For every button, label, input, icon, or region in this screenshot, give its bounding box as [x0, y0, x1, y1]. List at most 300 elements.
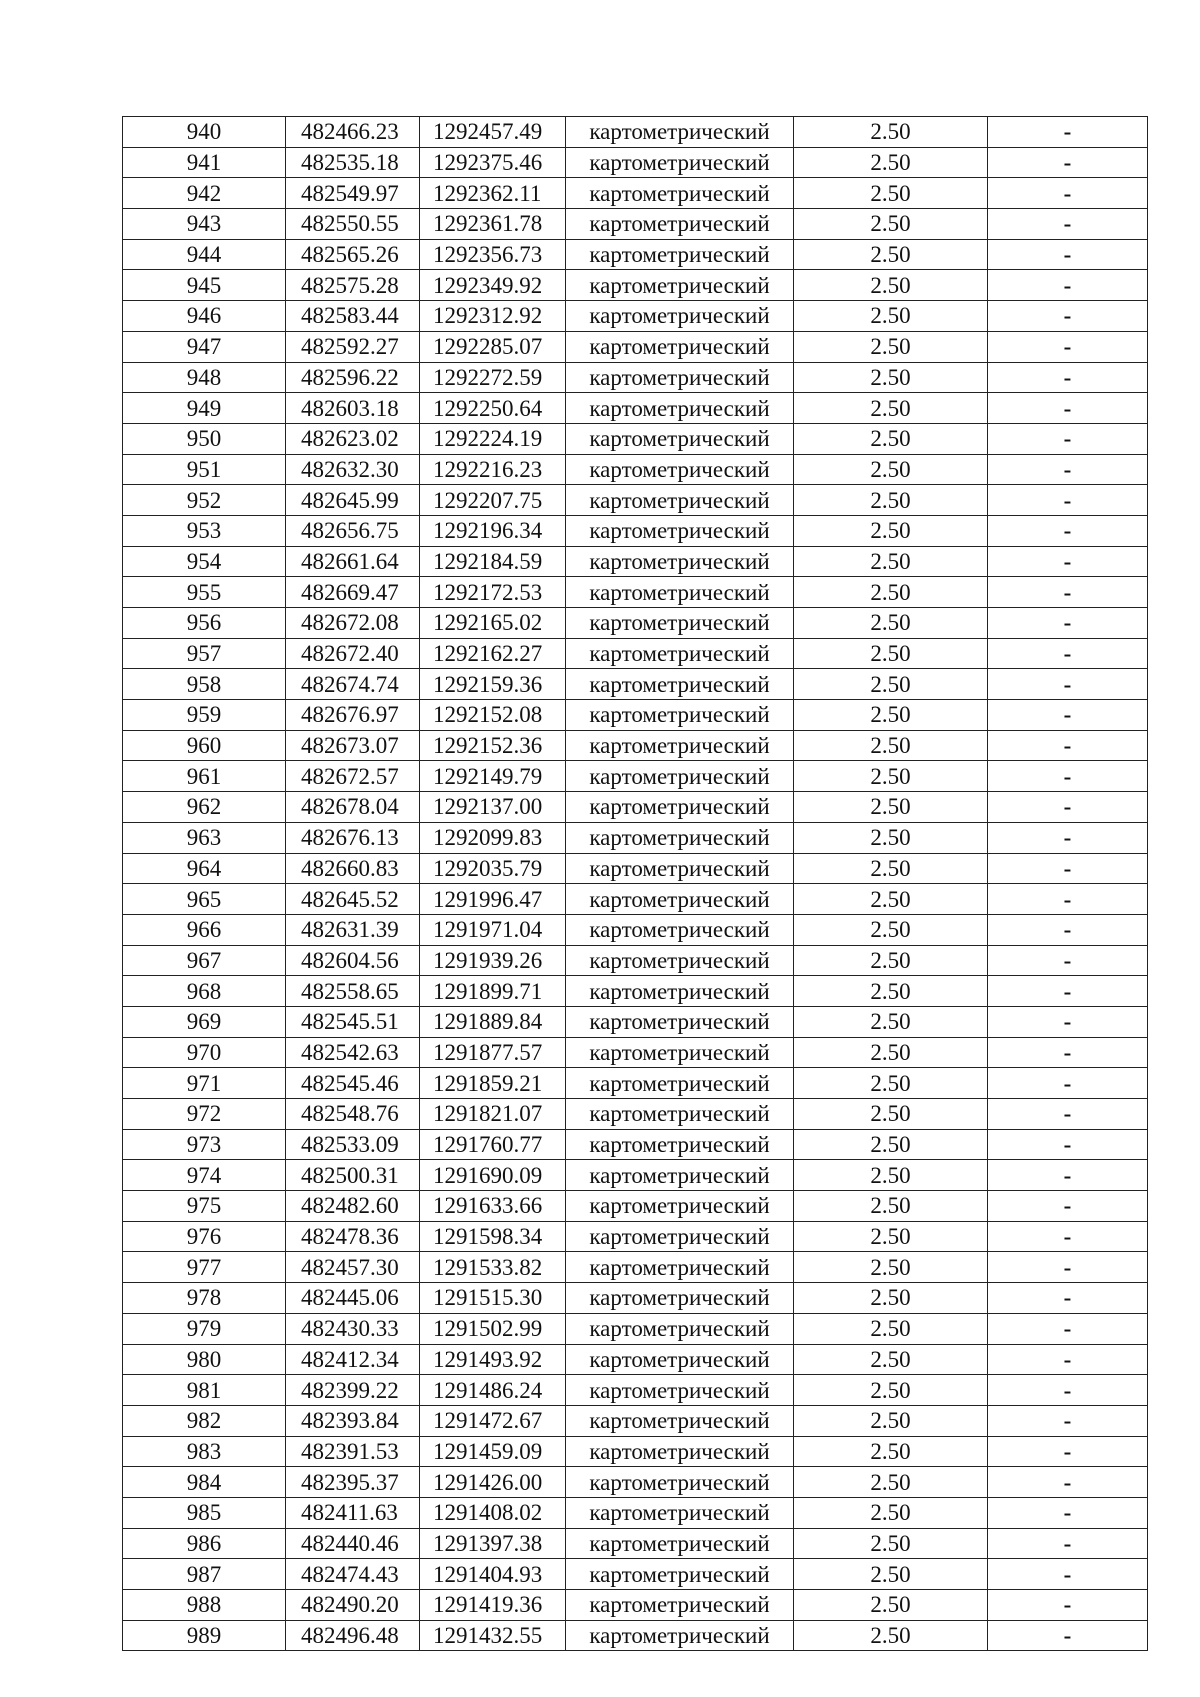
method-cell: картометрический: [566, 1037, 794, 1068]
method-cell: картометрический: [566, 914, 794, 945]
accuracy-cell: 2.50: [794, 515, 988, 546]
note-cell: -: [988, 914, 1148, 945]
y-coordinate-cell: 1292224.19: [420, 423, 566, 454]
note-cell: -: [988, 1559, 1148, 1590]
table-row: [123, 884, 1148, 915]
method-cell: картометрический: [566, 1129, 794, 1160]
point-number-cell: 964: [123, 853, 286, 884]
note-cell: -: [988, 976, 1148, 1007]
method-cell: картометрический: [566, 117, 794, 148]
accuracy-cell: 2.50: [794, 1559, 988, 1590]
table-row: [123, 976, 1148, 1007]
accuracy-cell: 2.50: [794, 178, 988, 209]
table-row: [123, 239, 1148, 270]
point-number-cell: 959: [123, 700, 286, 731]
point-number-cell: 956: [123, 608, 286, 639]
accuracy-cell: 2.50: [794, 546, 988, 577]
point-number-cell: 963: [123, 822, 286, 853]
accuracy-cell: 2.50: [794, 147, 988, 178]
point-number-cell: 941: [123, 147, 286, 178]
method-cell: картометрический: [566, 1559, 794, 1590]
y-coordinate-cell: 1292165.02: [420, 608, 566, 639]
note-cell: -: [988, 1037, 1148, 1068]
table-row: [123, 147, 1148, 178]
accuracy-cell: 2.50: [794, 117, 988, 148]
point-number-cell: 985: [123, 1497, 286, 1528]
note-cell: -: [988, 1344, 1148, 1375]
y-coordinate-cell: 1292172.53: [420, 577, 566, 608]
method-cell: картометрический: [566, 700, 794, 731]
accuracy-cell: 2.50: [794, 945, 988, 976]
table-row: [123, 822, 1148, 853]
table-row: [123, 608, 1148, 639]
accuracy-cell: 2.50: [794, 270, 988, 301]
note-cell: -: [988, 884, 1148, 915]
x-coordinate-cell: 482440.46: [286, 1528, 420, 1559]
method-cell: картометрический: [566, 1344, 794, 1375]
table-row: [123, 485, 1148, 516]
note-cell: -: [988, 362, 1148, 393]
method-cell: картометрический: [566, 822, 794, 853]
x-coordinate-cell: 482623.02: [286, 423, 420, 454]
method-cell: картометрический: [566, 1160, 794, 1191]
accuracy-cell: 2.50: [794, 884, 988, 915]
method-cell: картометрический: [566, 1221, 794, 1252]
table-row: [123, 362, 1148, 393]
y-coordinate-cell: 1292457.49: [420, 117, 566, 148]
accuracy-cell: 2.50: [794, 822, 988, 853]
accuracy-cell: 2.50: [794, 1313, 988, 1344]
point-number-cell: 976: [123, 1221, 286, 1252]
method-cell: картометрический: [566, 331, 794, 362]
note-cell: -: [988, 1129, 1148, 1160]
accuracy-cell: 2.50: [794, 1283, 988, 1314]
x-coordinate-cell: 482583.44: [286, 301, 420, 332]
note-cell: -: [988, 1405, 1148, 1436]
x-coordinate-cell: 482603.18: [286, 393, 420, 424]
point-number-cell: 981: [123, 1375, 286, 1406]
point-number-cell: 984: [123, 1467, 286, 1498]
y-coordinate-cell: 1291859.21: [420, 1068, 566, 1099]
y-coordinate-cell: 1292285.07: [420, 331, 566, 362]
table-row: [123, 1344, 1148, 1375]
method-cell: картометрический: [566, 178, 794, 209]
method-cell: картометрический: [566, 577, 794, 608]
y-coordinate-cell: 1292196.34: [420, 515, 566, 546]
point-number-cell: 952: [123, 485, 286, 516]
y-coordinate-cell: 1291515.30: [420, 1283, 566, 1314]
x-coordinate-cell: 482678.04: [286, 792, 420, 823]
method-cell: картометрический: [566, 423, 794, 454]
point-number-cell: 953: [123, 515, 286, 546]
point-number-cell: 978: [123, 1283, 286, 1314]
table-row: [123, 546, 1148, 577]
x-coordinate-cell: 482478.36: [286, 1221, 420, 1252]
y-coordinate-cell: 1292356.73: [420, 239, 566, 270]
note-cell: -: [988, 792, 1148, 823]
y-coordinate-cell: 1291899.71: [420, 976, 566, 1007]
point-number-cell: 942: [123, 178, 286, 209]
point-number-cell: 988: [123, 1590, 286, 1621]
point-number-cell: 966: [123, 914, 286, 945]
accuracy-cell: 2.50: [794, 853, 988, 884]
accuracy-cell: 2.50: [794, 485, 988, 516]
note-cell: -: [988, 393, 1148, 424]
accuracy-cell: 2.50: [794, 1252, 988, 1283]
x-coordinate-cell: 482482.60: [286, 1191, 420, 1222]
table-row: [123, 1252, 1148, 1283]
point-number-cell: 979: [123, 1313, 286, 1344]
table-row: [123, 270, 1148, 301]
accuracy-cell: 2.50: [794, 331, 988, 362]
x-coordinate-cell: 482474.43: [286, 1559, 420, 1590]
point-number-cell: 968: [123, 976, 286, 1007]
point-number-cell: 947: [123, 331, 286, 362]
note-cell: -: [988, 454, 1148, 485]
y-coordinate-cell: 1292137.00: [420, 792, 566, 823]
method-cell: картометрический: [566, 485, 794, 516]
method-cell: картометрический: [566, 638, 794, 669]
point-number-cell: 967: [123, 945, 286, 976]
accuracy-cell: 2.50: [794, 792, 988, 823]
x-coordinate-cell: 482575.28: [286, 270, 420, 301]
note-cell: -: [988, 147, 1148, 178]
note-cell: -: [988, 209, 1148, 240]
y-coordinate-cell: 1292099.83: [420, 822, 566, 853]
method-cell: картометрический: [566, 1006, 794, 1037]
accuracy-cell: 2.50: [794, 454, 988, 485]
note-cell: -: [988, 1191, 1148, 1222]
y-coordinate-cell: 1292035.79: [420, 853, 566, 884]
table-row: [123, 1129, 1148, 1160]
point-number-cell: 977: [123, 1252, 286, 1283]
point-number-cell: 971: [123, 1068, 286, 1099]
table-row: [123, 761, 1148, 792]
accuracy-cell: 2.50: [794, 1436, 988, 1467]
method-cell: картометрический: [566, 1099, 794, 1130]
table-row: [123, 1313, 1148, 1344]
accuracy-cell: 2.50: [794, 1375, 988, 1406]
method-cell: картометрический: [566, 1590, 794, 1621]
x-coordinate-cell: 482457.30: [286, 1252, 420, 1283]
coordinates-table-body: [123, 117, 1148, 1651]
note-cell: -: [988, 1467, 1148, 1498]
method-cell: картометрический: [566, 945, 794, 976]
accuracy-cell: 2.50: [794, 1068, 988, 1099]
table-row: [123, 792, 1148, 823]
y-coordinate-cell: 1292250.64: [420, 393, 566, 424]
accuracy-cell: 2.50: [794, 1099, 988, 1130]
note-cell: -: [988, 515, 1148, 546]
accuracy-cell: 2.50: [794, 1191, 988, 1222]
table-row: [123, 117, 1148, 148]
accuracy-cell: 2.50: [794, 1160, 988, 1191]
y-coordinate-cell: 1292216.23: [420, 454, 566, 485]
point-number-cell: 962: [123, 792, 286, 823]
y-coordinate-cell: 1291971.04: [420, 914, 566, 945]
method-cell: картометрический: [566, 239, 794, 270]
note-cell: -: [988, 1252, 1148, 1283]
note-cell: -: [988, 730, 1148, 761]
table-row: [123, 1283, 1148, 1314]
x-coordinate-cell: 482565.26: [286, 239, 420, 270]
y-coordinate-cell: 1292159.36: [420, 669, 566, 700]
table-row: [123, 1191, 1148, 1222]
note-cell: -: [988, 638, 1148, 669]
x-coordinate-cell: 482673.07: [286, 730, 420, 761]
y-coordinate-cell: 1292272.59: [420, 362, 566, 393]
x-coordinate-cell: 482399.22: [286, 1375, 420, 1406]
method-cell: картометрический: [566, 1191, 794, 1222]
x-coordinate-cell: 482395.37: [286, 1467, 420, 1498]
point-number-cell: 983: [123, 1436, 286, 1467]
table-row: [123, 393, 1148, 424]
note-cell: -: [988, 1068, 1148, 1099]
x-coordinate-cell: 482645.52: [286, 884, 420, 915]
note-cell: -: [988, 270, 1148, 301]
y-coordinate-cell: 1291397.38: [420, 1528, 566, 1559]
point-number-cell: 965: [123, 884, 286, 915]
y-coordinate-cell: 1292361.78: [420, 209, 566, 240]
x-coordinate-cell: 482672.57: [286, 761, 420, 792]
table-row: [123, 423, 1148, 454]
y-coordinate-cell: 1291426.00: [420, 1467, 566, 1498]
point-number-cell: 949: [123, 393, 286, 424]
method-cell: картометрический: [566, 1497, 794, 1528]
point-number-cell: 982: [123, 1405, 286, 1436]
y-coordinate-cell: 1291432.55: [420, 1620, 566, 1651]
method-cell: картометрический: [566, 454, 794, 485]
point-number-cell: 960: [123, 730, 286, 761]
table-row: [123, 1068, 1148, 1099]
method-cell: картометрический: [566, 976, 794, 1007]
method-cell: картометрический: [566, 669, 794, 700]
note-cell: -: [988, 1313, 1148, 1344]
x-coordinate-cell: 482604.56: [286, 945, 420, 976]
accuracy-cell: 2.50: [794, 669, 988, 700]
note-cell: -: [988, 1099, 1148, 1130]
note-cell: -: [988, 1160, 1148, 1191]
method-cell: картометрический: [566, 853, 794, 884]
y-coordinate-cell: 1291533.82: [420, 1252, 566, 1283]
table-row: [123, 914, 1148, 945]
x-coordinate-cell: 482645.99: [286, 485, 420, 516]
note-cell: -: [988, 117, 1148, 148]
point-number-cell: 954: [123, 546, 286, 577]
y-coordinate-cell: 1292362.11: [420, 178, 566, 209]
note-cell: -: [988, 1283, 1148, 1314]
y-coordinate-cell: 1291877.57: [420, 1037, 566, 1068]
accuracy-cell: 2.50: [794, 362, 988, 393]
method-cell: картометрический: [566, 1436, 794, 1467]
method-cell: картометрический: [566, 1252, 794, 1283]
note-cell: -: [988, 1006, 1148, 1037]
note-cell: -: [988, 700, 1148, 731]
x-coordinate-cell: 482631.39: [286, 914, 420, 945]
point-number-cell: 986: [123, 1528, 286, 1559]
accuracy-cell: 2.50: [794, 1129, 988, 1160]
note-cell: -: [988, 577, 1148, 608]
x-coordinate-cell: 482535.18: [286, 147, 420, 178]
note-cell: -: [988, 853, 1148, 884]
accuracy-cell: 2.50: [794, 608, 988, 639]
x-coordinate-cell: 482661.64: [286, 546, 420, 577]
method-cell: картометрический: [566, 147, 794, 178]
x-coordinate-cell: 482672.08: [286, 608, 420, 639]
method-cell: картометрический: [566, 792, 794, 823]
table-row: [123, 1160, 1148, 1191]
table-row: [123, 1620, 1148, 1651]
x-coordinate-cell: 482545.46: [286, 1068, 420, 1099]
table-row: [123, 1467, 1148, 1498]
y-coordinate-cell: 1291690.09: [420, 1160, 566, 1191]
accuracy-cell: 2.50: [794, 577, 988, 608]
y-coordinate-cell: 1291459.09: [420, 1436, 566, 1467]
x-coordinate-cell: 482430.33: [286, 1313, 420, 1344]
method-cell: картометрический: [566, 1405, 794, 1436]
note-cell: -: [988, 761, 1148, 792]
point-number-cell: 945: [123, 270, 286, 301]
point-number-cell: 951: [123, 454, 286, 485]
point-number-cell: 946: [123, 301, 286, 332]
x-coordinate-cell: 482500.31: [286, 1160, 420, 1191]
x-coordinate-cell: 482496.48: [286, 1620, 420, 1651]
x-coordinate-cell: 482676.13: [286, 822, 420, 853]
table-row: [123, 638, 1148, 669]
accuracy-cell: 2.50: [794, 393, 988, 424]
y-coordinate-cell: 1291633.66: [420, 1191, 566, 1222]
x-coordinate-cell: 482550.55: [286, 209, 420, 240]
y-coordinate-cell: 1292162.27: [420, 638, 566, 669]
accuracy-cell: 2.50: [794, 301, 988, 332]
y-coordinate-cell: 1291889.84: [420, 1006, 566, 1037]
table-row: [123, 700, 1148, 731]
note-cell: -: [988, 1620, 1148, 1651]
table-row: [123, 1528, 1148, 1559]
x-coordinate-cell: 482533.09: [286, 1129, 420, 1160]
accuracy-cell: 2.50: [794, 1528, 988, 1559]
x-coordinate-cell: 482545.51: [286, 1006, 420, 1037]
y-coordinate-cell: 1291408.02: [420, 1497, 566, 1528]
y-coordinate-cell: 1291419.36: [420, 1590, 566, 1621]
table-row: [123, 1590, 1148, 1621]
point-number-cell: 961: [123, 761, 286, 792]
note-cell: -: [988, 1436, 1148, 1467]
method-cell: картометрический: [566, 393, 794, 424]
x-coordinate-cell: 482412.34: [286, 1344, 420, 1375]
note-cell: -: [988, 1221, 1148, 1252]
point-number-cell: 975: [123, 1191, 286, 1222]
method-cell: картометрический: [566, 301, 794, 332]
y-coordinate-cell: 1291502.99: [420, 1313, 566, 1344]
table-row: [123, 853, 1148, 884]
y-coordinate-cell: 1292375.46: [420, 147, 566, 178]
accuracy-cell: 2.50: [794, 1006, 988, 1037]
table-row: [123, 454, 1148, 485]
table-row: [123, 1006, 1148, 1037]
accuracy-cell: 2.50: [794, 914, 988, 945]
y-coordinate-cell: 1291939.26: [420, 945, 566, 976]
note-cell: -: [988, 608, 1148, 639]
x-coordinate-cell: 482490.20: [286, 1590, 420, 1621]
table-row: [123, 669, 1148, 700]
accuracy-cell: 2.50: [794, 209, 988, 240]
x-coordinate-cell: 482674.74: [286, 669, 420, 700]
note-cell: -: [988, 178, 1148, 209]
point-number-cell: 969: [123, 1006, 286, 1037]
y-coordinate-cell: 1292349.92: [420, 270, 566, 301]
x-coordinate-cell: 482660.83: [286, 853, 420, 884]
point-number-cell: 980: [123, 1344, 286, 1375]
table-row: [123, 301, 1148, 332]
y-coordinate-cell: 1291493.92: [420, 1344, 566, 1375]
x-coordinate-cell: 482558.65: [286, 976, 420, 1007]
point-number-cell: 943: [123, 209, 286, 240]
method-cell: картометрический: [566, 209, 794, 240]
method-cell: картометрический: [566, 1528, 794, 1559]
note-cell: -: [988, 945, 1148, 976]
x-coordinate-cell: 482632.30: [286, 454, 420, 485]
method-cell: картометрический: [566, 1620, 794, 1651]
accuracy-cell: 2.50: [794, 423, 988, 454]
x-coordinate-cell: 482672.40: [286, 638, 420, 669]
note-cell: -: [988, 423, 1148, 454]
y-coordinate-cell: 1292152.08: [420, 700, 566, 731]
y-coordinate-cell: 1292184.59: [420, 546, 566, 577]
y-coordinate-cell: 1291821.07: [420, 1099, 566, 1130]
method-cell: картометрический: [566, 1375, 794, 1406]
method-cell: картометрический: [566, 1068, 794, 1099]
table-row: [123, 1037, 1148, 1068]
note-cell: -: [988, 1375, 1148, 1406]
method-cell: картометрический: [566, 608, 794, 639]
y-coordinate-cell: 1291404.93: [420, 1559, 566, 1590]
x-coordinate-cell: 482669.47: [286, 577, 420, 608]
method-cell: картометрический: [566, 362, 794, 393]
table-row: [123, 1436, 1148, 1467]
method-cell: картометрический: [566, 546, 794, 577]
method-cell: картометрический: [566, 1467, 794, 1498]
y-coordinate-cell: 1291996.47: [420, 884, 566, 915]
accuracy-cell: 2.50: [794, 1467, 988, 1498]
accuracy-cell: 2.50: [794, 1620, 988, 1651]
x-coordinate-cell: 482656.75: [286, 515, 420, 546]
table-row: [123, 945, 1148, 976]
note-cell: -: [988, 331, 1148, 362]
note-cell: -: [988, 1590, 1148, 1621]
table-row: [123, 730, 1148, 761]
accuracy-cell: 2.50: [794, 1590, 988, 1621]
x-coordinate-cell: 482445.06: [286, 1283, 420, 1314]
x-coordinate-cell: 482676.97: [286, 700, 420, 731]
table-row: [123, 1405, 1148, 1436]
coordinates-table: [122, 116, 1148, 1651]
y-coordinate-cell: 1292152.36: [420, 730, 566, 761]
point-number-cell: 989: [123, 1620, 286, 1651]
table-row: [123, 1375, 1148, 1406]
accuracy-cell: 2.50: [794, 730, 988, 761]
table-row: [123, 1497, 1148, 1528]
y-coordinate-cell: 1291598.34: [420, 1221, 566, 1252]
table-row: [123, 209, 1148, 240]
y-coordinate-cell: 1292312.92: [420, 301, 566, 332]
x-coordinate-cell: 482549.97: [286, 178, 420, 209]
accuracy-cell: 2.50: [794, 1037, 988, 1068]
accuracy-cell: 2.50: [794, 1344, 988, 1375]
table-row: [123, 178, 1148, 209]
x-coordinate-cell: 482393.84: [286, 1405, 420, 1436]
point-number-cell: 944: [123, 239, 286, 270]
